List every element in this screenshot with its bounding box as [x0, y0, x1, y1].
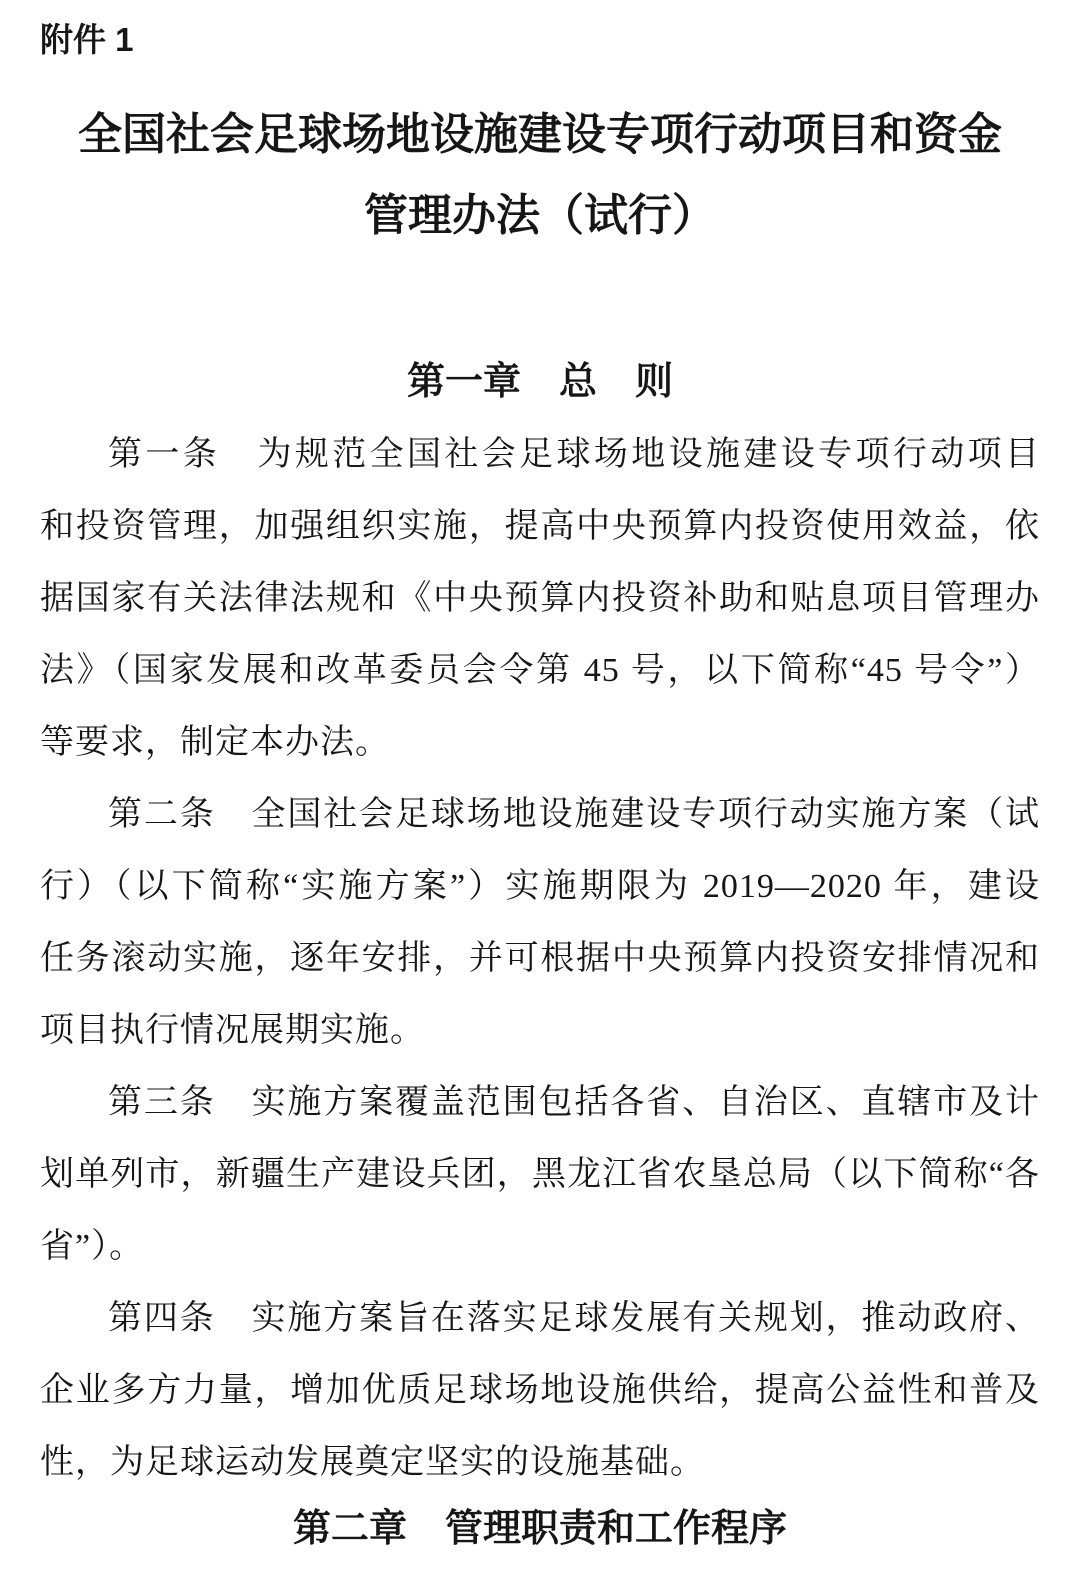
article-1-line-2: 和投资管理，加强组织实施，提高中央预算内投资使用效益，依: [40, 508, 1040, 545]
document-title: [40, 94, 1040, 256]
article-4: [40, 1283, 1040, 1499]
article-1: [40, 419, 1040, 779]
article-3-line-2: 划单列市，新疆生产建设兵团，黑龙江省农垦总局（以下简称“各: [40, 1156, 1040, 1193]
article-4-line-3: 性，为足球运动发展奠定坚实的设施基础。: [40, 1444, 705, 1481]
article-2-line-4: 项目执行情况展期实施。: [40, 1012, 425, 1049]
article-3-line-1: 第三条 实施方案覆盖范围包括各省、自治区、直辖市及计: [108, 1084, 1040, 1121]
article-2: [40, 779, 1040, 1067]
article-1-line-3: 据国家有关法律法规和《中央预算内投资补助和贴息项目管理办: [40, 580, 1040, 617]
article-2-line-1: 第二条 全国社会足球场地设施建设专项行动实施方案（试: [108, 796, 1040, 833]
document-body: [40, 419, 1040, 1499]
article-3: [40, 1067, 1040, 1283]
document-title-line2: 管理办法（试行）: [364, 191, 716, 240]
chapter-2-heading: 第二章 管理职责和工作程序: [292, 1508, 787, 1550]
document-title-line1: 全国社会足球场地设施建设专项行动项目和资金: [78, 110, 1002, 159]
chapter-1-heading: 第一章 总 则: [406, 361, 673, 403]
article-3-line-3: 省”）。: [40, 1228, 145, 1265]
article-2-line-2: 行）（以下简称“实施方案”）实施期限为 2019—2020 年，建设: [40, 868, 1040, 905]
article-4-line-2: 企业多方力量，增加优质足球场地设施供给，提高公益性和普及: [40, 1372, 1040, 1409]
article-4-line-1: 第四条 实施方案旨在落实足球发展有关规划，推动政府、: [108, 1300, 1040, 1337]
attachment-label: 附件 1: [40, 21, 134, 58]
article-1-line-1: 第一条 为规范全国社会足球场地设施建设专项行动项目: [108, 436, 1040, 473]
article-1-line-5: 等要求，制定本办法。: [40, 724, 390, 761]
article-1-line-4: 法》（国家发展和改革委员会令第 45 号，以下简称“45 号令”）: [40, 652, 1040, 689]
article-2-line-3: 任务滚动实施，逐年安排，并可根据中央预算内投资安排情况和: [40, 940, 1040, 977]
